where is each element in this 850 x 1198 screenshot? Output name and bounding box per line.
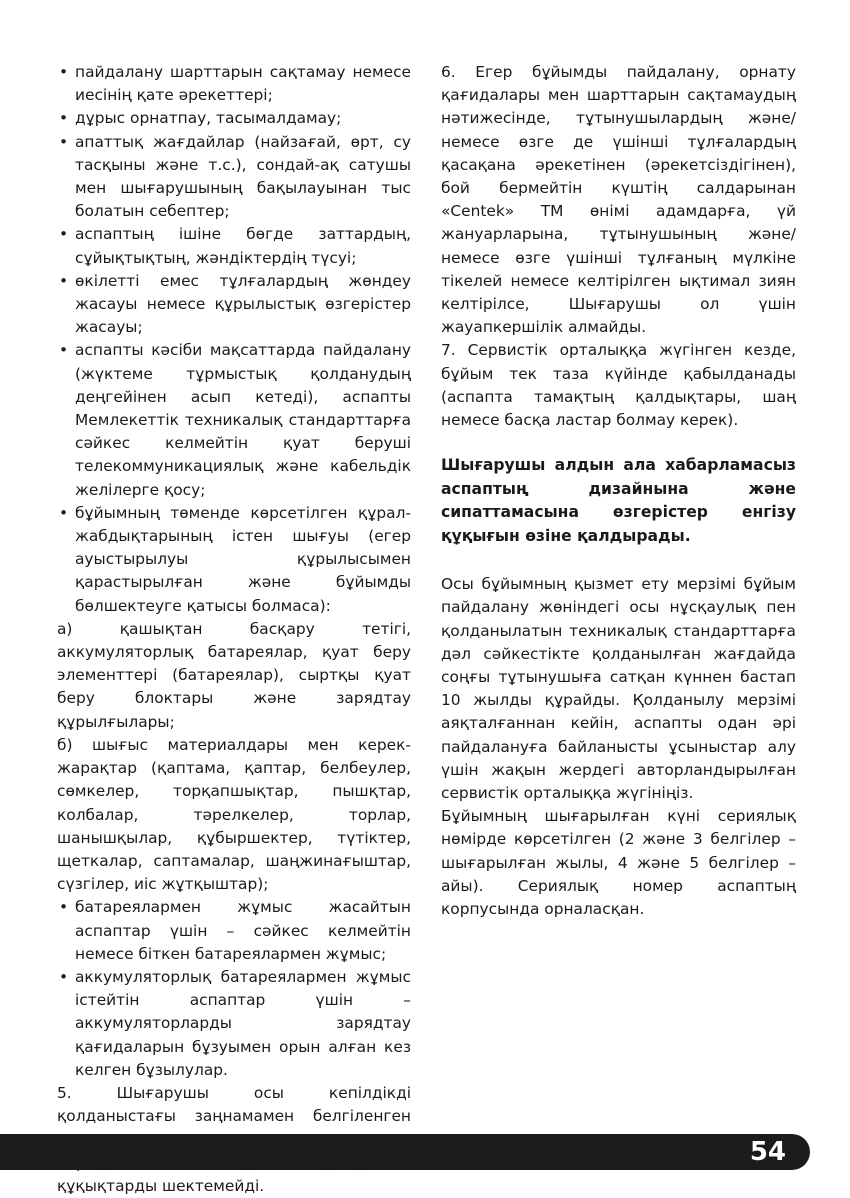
- clause-5: 5. Шығарушы осы кепілдікді қолданыстағы заңнамамен белгіленген құқықтарды шектемейді.: [57, 1083, 411, 1195]
- list-item: • аккумуляторлық батареялармен жұмыс істейтін аспаптар үшін – аккумуляторларды зарядтау қағидаларын бұзуымен орын алған кез келген бұзылулар.: [57, 966, 411, 1082]
- sub-item-b: б) шығыс материалдары мен керек-жарақтар (қаптама, қаптар, белбеулер, сөмкелер, торқапшықтар, пышқтар, колбалар, тәрелкелер, торлар, шанышқылар, құбыршектер, түтіктер, щеткалар, саптамалар, шаңжинағыштар, сүзгілер, иіс жұтқыштар);: [57, 735, 411, 894]
- right-column: [441, 61, 796, 921]
- list-item: • аспапты кәсіби мақсаттарда пайдалану (жүктеме тұрмыстық қолданудың деңгейінен асып кетеді), аспапты Мемлекеттік техникалық стандарттарға сәйкес келмейтін қуат беруші телекоммуникациялық және кабельдік желілерге қосу;: [57, 339, 411, 501]
- list-item: • дұрыс орнатпау, тасымалдамау;: [57, 107, 411, 130]
- design-change-notice: Шығарушы алдын ала хабарламасыз аспаптың дизайнына және сипаттамасына өзгерістер енгізу құқығын өзіне қалдырады.: [441, 456, 796, 545]
- clause-6: 6. Егер бұйымды пайдалану, орнату қағидалары мен шарттарын сақтамаудың нәтижесінде, тұтынушылардың және/немесе өзге де үшінші тұлғалардың қасақана әрекетінен (әрекетсіздігінен), бой бермейтін күштің салдарынан «Centek» ТМ өнімі адамдарға, үй жануарларына, тұтынушының және/немесе өзге үшінші тұлғаның мүлкіне тікелей немесе келтірілген ықтимал зиян келтірілсе, Шығарушы ол үшін жауапкершілік алмайды.: [441, 63, 796, 337]
- list-item: • бұйымның төменде көрсетілген құрал-жабдықтарының істен шығуы (егер ауыстырылуы құрылысымен қарастырылған және бұйымды бөлшектеуге қатысы болмаса):: [57, 502, 411, 618]
- list-item: • пайдалану шарттарын сақтамау немесе иесінің қате әрекеттері;: [57, 61, 411, 107]
- footer-bar: [0, 1134, 810, 1170]
- production-date-paragraph: Бұйымның шығарылған күні сериялық нөмірде көрсетілген (2 және 3 белгілер – шығарылған жылы, 4 және 5 белгілер – айы). Сериялық номер аспаптың корпусында орналасқан.: [441, 807, 796, 919]
- sub-item-a: а) қашықтан басқару тетігі, аккумуляторлық батареялар, қуат беру элементтері (батареялар), сыртқы қуат беру блоктары және зарядтау құрылғылары;: [57, 619, 411, 731]
- list-item: • батареялармен жұмыс жасайтын аспаптар үшін – сәйкес келмейтін немесе біткен батареялармен жұмыс;: [57, 896, 411, 966]
- list-item: • аспаптың ішіне бөгде заттардың, сұйықтықтың, жәндіктердің түсуі;: [57, 223, 411, 269]
- list-item: • апаттық жағдайлар (найзағай, өрт, су тасқыны және т.с.), сондай-ақ сатушы мен шығарушының бақылауынан тыс болатын себептер;: [57, 131, 411, 224]
- left-column: [57, 61, 411, 1198]
- clause-7: 7. Сервистік орталыққа жүгінген кезде, бұйым тек таза күйінде қабылданады (аспапта тамақтың қалдықтары, шаң немесе басқа ластар болмау керек).: [441, 341, 796, 430]
- list-item: • өкілетті емес тұлғалардың жөндеу жасауы немесе құрылыстық өзгерістер жасауы;: [57, 270, 411, 340]
- service-life-paragraph: Осы бұйымның қызмет ету мерзімі бұйым пайдалану жөніндегі осы нұсқаулық пен қолданылатын техникалық стандарттарға дәл сәйкестікте қолданылған жағдайда соңғы тұтынушыға сатқан күннен бастап 10 жылды құрайды. Қолданылу мерзімі аяқталғаннан кейін, аспапты одан әрі пайдалануға байланысты ұсыныстар алу үшін жақын жердегі авторландырылған сервистік орталыққа жүгініңіз.: [441, 575, 796, 803]
- page-number: 54: [749, 1137, 786, 1167]
